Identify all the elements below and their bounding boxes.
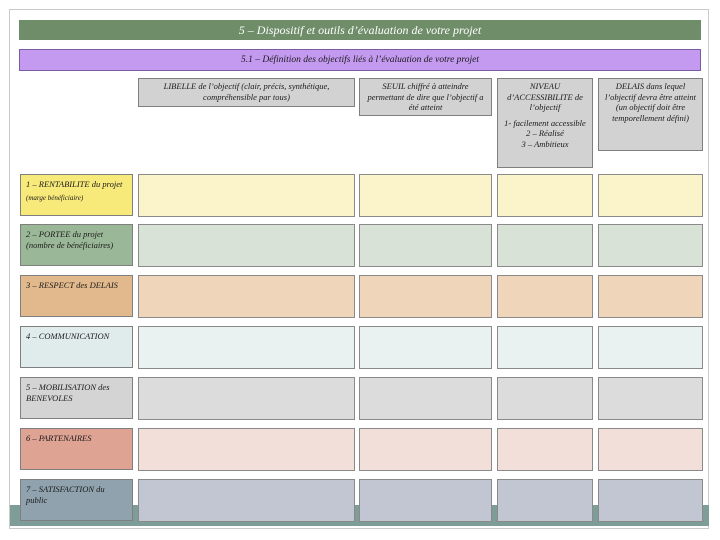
- column-header-delais-text: DELAIS dans lequel l’objectif devra être atteint (un objectif doit être temporellement défini): [604, 81, 697, 123]
- row-label-satisfaction-text: 7 – SATISFACTION du public: [26, 484, 105, 505]
- objective-cell-seuil[interactable]: [359, 428, 492, 471]
- objective-cell-delais[interactable]: [598, 428, 703, 471]
- column-header-seuil: [359, 78, 492, 116]
- objective-cell-seuil[interactable]: [359, 326, 492, 369]
- niveau-level-1: 1- facilement accessible: [504, 117, 586, 128]
- column-header-delais: [598, 78, 703, 151]
- subsection-title-text: 5.1 – Définition des objectifs liés à l’évaluation de votre projet: [240, 55, 480, 65]
- subsection-title: [19, 49, 701, 71]
- row-label-mobilisation: [20, 377, 133, 419]
- row-label-mobilisation-text: 5 – MOBILISATION des BENEVOLES: [26, 382, 110, 403]
- objective-cell-delais[interactable]: [598, 174, 703, 217]
- column-header-libelle: [138, 78, 355, 107]
- column-header-niveau-text: NIVEAU d’ACCESSIBILITE de l’objectif: [507, 81, 583, 112]
- column-header-libelle-text: LIBELLE de l’objectif (clair, précis, synthétique, compréhensible par tous): [163, 81, 330, 102]
- row-label-communication-text: 4 – COMMUNICATION: [26, 331, 110, 341]
- objective-cell-libelle[interactable]: [138, 428, 355, 471]
- row-label-satisfaction: [20, 479, 133, 521]
- objective-cell-delais[interactable]: [598, 377, 703, 420]
- row-label-portee: [20, 224, 133, 266]
- objective-cell-niveau[interactable]: [497, 174, 593, 217]
- objective-cell-niveau[interactable]: [497, 275, 593, 318]
- row-label-respect-delais: [20, 275, 133, 317]
- objective-cell-delais[interactable]: [598, 275, 703, 318]
- objective-cell-niveau[interactable]: [497, 377, 593, 420]
- row-label-partenaires-text: 6 – PARTENAIRES: [26, 433, 92, 443]
- row-label-partenaires: [20, 428, 133, 470]
- objective-cell-libelle[interactable]: [138, 275, 355, 318]
- niveau-level-2: 2 – Réalisé: [526, 128, 564, 138]
- objective-cell-delais[interactable]: [598, 326, 703, 369]
- section-title-text: 5 – Dispositif et outils d’évaluation de votre projet: [238, 22, 482, 37]
- objective-cell-seuil[interactable]: [359, 479, 492, 522]
- column-header-niveau: [497, 78, 593, 168]
- niveau-level-3: 3 – Ambitieux: [521, 138, 569, 149]
- objective-cell-seuil[interactable]: [359, 224, 492, 267]
- objective-cell-niveau[interactable]: [497, 326, 593, 369]
- objective-cell-delais[interactable]: [598, 224, 703, 267]
- row-label-communication: [20, 326, 133, 368]
- objective-cell-seuil[interactable]: [359, 377, 492, 420]
- objective-cell-niveau[interactable]: [497, 428, 593, 471]
- objective-cell-libelle[interactable]: [138, 479, 355, 522]
- row-label-rentabilite-text: 1 – RENTABILITE du projet: [26, 179, 123, 189]
- row-label-portee-text: 2 – PORTEE du projet (nombre de bénéficiaires): [26, 229, 114, 250]
- row-label-rentabilite: [20, 174, 133, 216]
- objective-cell-libelle[interactable]: [138, 174, 355, 217]
- objective-cell-libelle[interactable]: [138, 326, 355, 369]
- objective-cell-niveau[interactable]: [497, 479, 593, 522]
- objective-cell-libelle[interactable]: [138, 224, 355, 267]
- objective-cell-seuil[interactable]: [359, 275, 492, 318]
- row-label-rentabilite-note: (marge bénéficiaire): [26, 193, 84, 202]
- objective-cell-seuil[interactable]: [359, 174, 492, 217]
- objective-cell-libelle[interactable]: [138, 377, 355, 420]
- column-header-seuil-text: SEUIL chiffré à atteindre permettant de dire que l’objectif a été atteint: [367, 81, 484, 112]
- objective-cell-niveau[interactable]: [497, 224, 593, 267]
- row-label-respect-delais-text: 3 – RESPECT des DELAIS: [26, 280, 118, 290]
- section-title: [19, 20, 701, 40]
- objective-cell-delais[interactable]: [598, 479, 703, 522]
